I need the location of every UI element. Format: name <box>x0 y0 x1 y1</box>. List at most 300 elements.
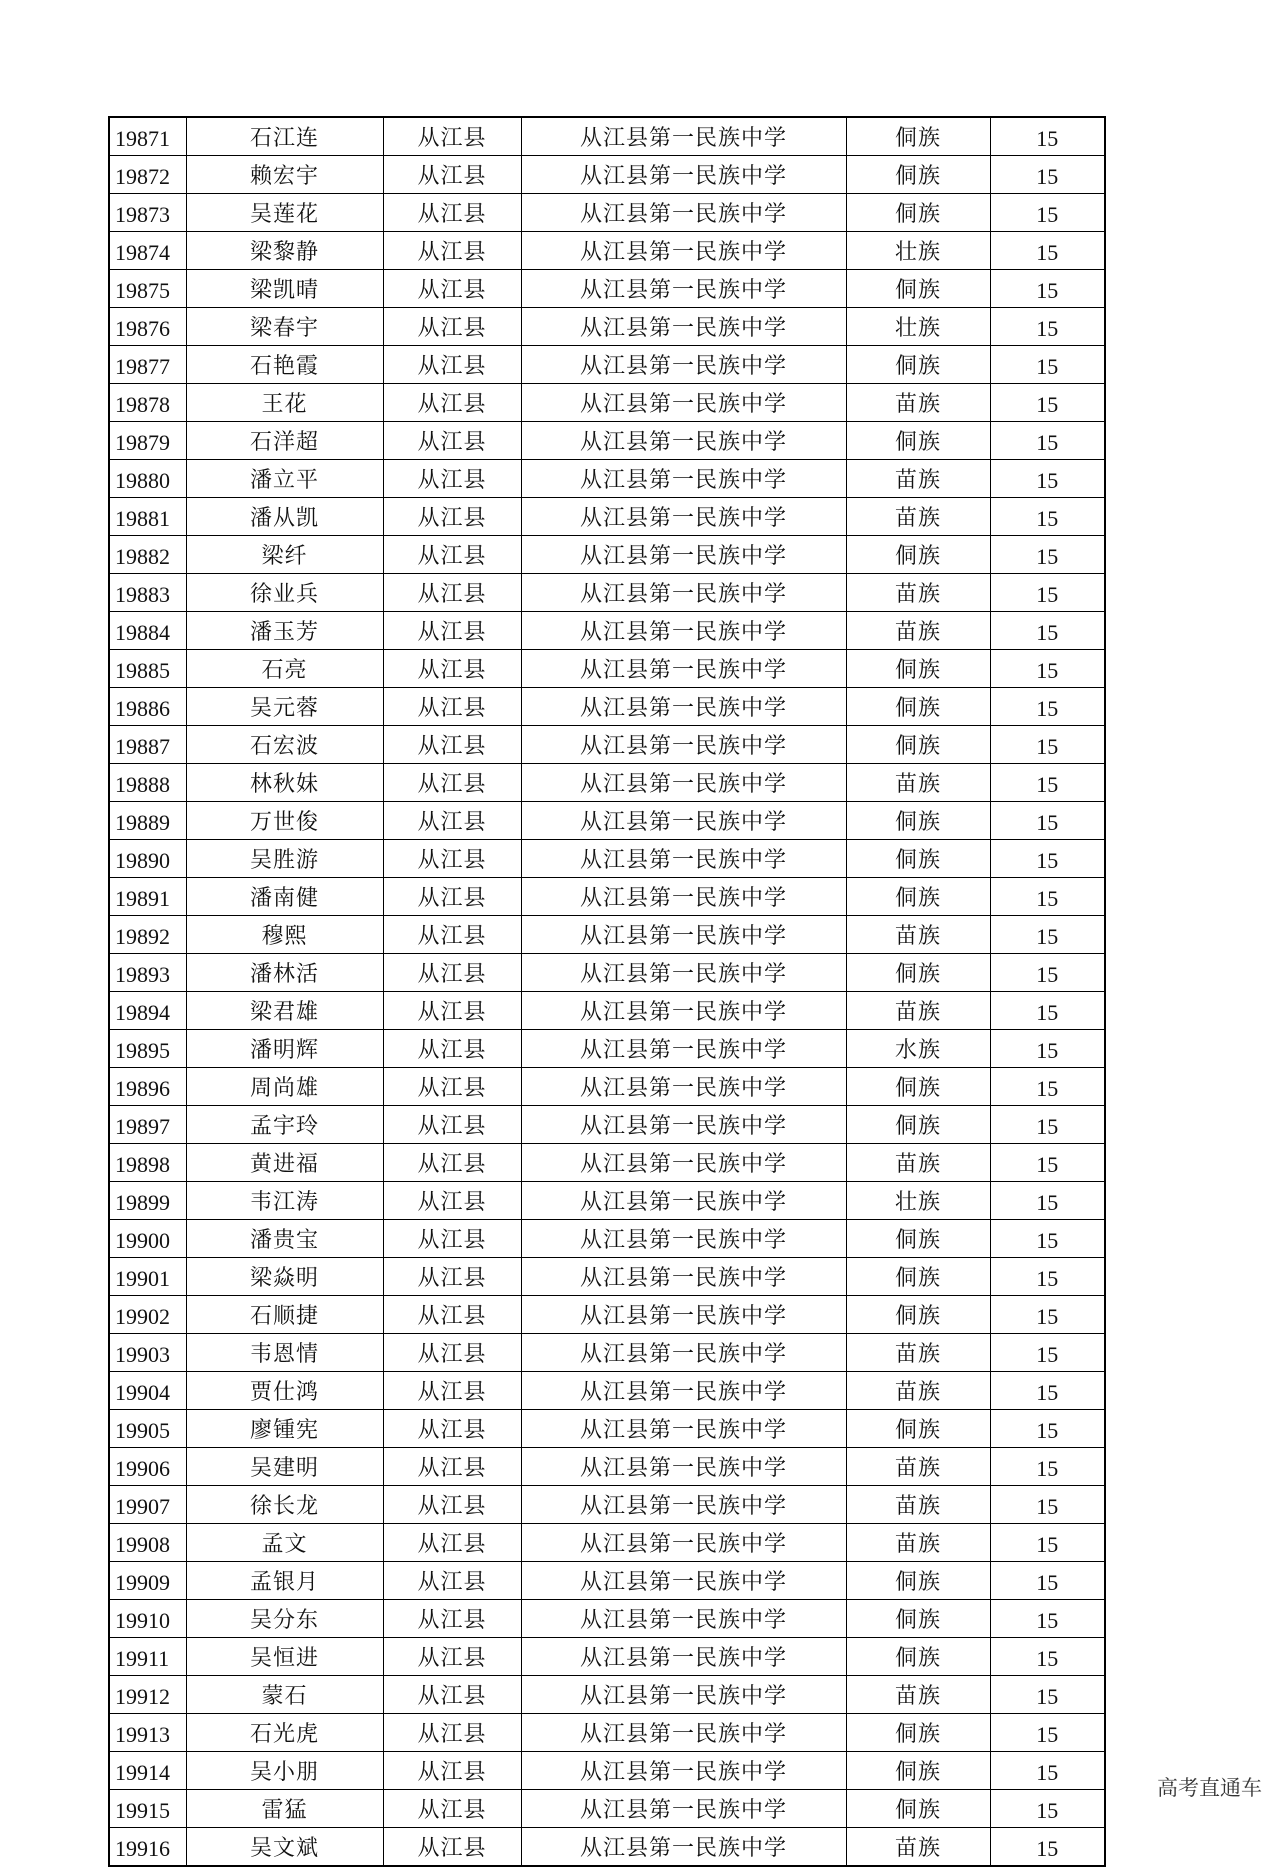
cell-id: 19900 <box>109 1220 186 1258</box>
cell-name: 吴小朋 <box>186 1752 383 1790</box>
cell-id: 19904 <box>109 1372 186 1410</box>
table-row <box>109 1068 1105 1106</box>
cell-value: 15 <box>990 1790 1105 1828</box>
table-row <box>109 878 1105 916</box>
table-row <box>109 916 1105 954</box>
cell-school: 从江县第一民族中学 <box>521 1524 846 1562</box>
table-row <box>109 1562 1105 1600</box>
cell-id: 19877 <box>109 346 186 384</box>
cell-name: 潘林活 <box>186 954 383 992</box>
cell-ethnicity: 侗族 <box>846 1752 990 1790</box>
cell-county: 从江县 <box>383 688 521 726</box>
cell-value: 15 <box>990 1410 1105 1448</box>
cell-name: 孟文 <box>186 1524 383 1562</box>
cell-ethnicity: 壮族 <box>846 232 990 270</box>
cell-ethnicity: 水族 <box>846 1030 990 1068</box>
cell-value: 15 <box>990 270 1105 308</box>
cell-value: 15 <box>990 1220 1105 1258</box>
cell-name: 徐长龙 <box>186 1486 383 1524</box>
cell-name: 梁焱明 <box>186 1258 383 1296</box>
cell-school: 从江县第一民族中学 <box>521 308 846 346</box>
cell-name: 贾仕鸿 <box>186 1372 383 1410</box>
cell-school: 从江县第一民族中学 <box>521 460 846 498</box>
cell-ethnicity: 侗族 <box>846 1410 990 1448</box>
table-row <box>109 1182 1105 1220</box>
cell-county: 从江县 <box>383 916 521 954</box>
cell-ethnicity: 侗族 <box>846 1600 990 1638</box>
cell-ethnicity: 苗族 <box>846 992 990 1030</box>
cell-ethnicity: 苗族 <box>846 460 990 498</box>
cell-value: 15 <box>990 688 1105 726</box>
cell-school: 从江县第一民族中学 <box>521 1448 846 1486</box>
cell-ethnicity: 侗族 <box>846 878 990 916</box>
cell-value: 15 <box>990 1334 1105 1372</box>
cell-value: 15 <box>990 1144 1105 1182</box>
cell-name: 吴元蓉 <box>186 688 383 726</box>
cell-name: 石光虎 <box>186 1714 383 1752</box>
cell-ethnicity: 侗族 <box>846 536 990 574</box>
cell-county: 从江县 <box>383 802 521 840</box>
cell-county: 从江县 <box>383 422 521 460</box>
cell-school: 从江县第一民族中学 <box>521 802 846 840</box>
table-row <box>109 764 1105 802</box>
cell-id: 19903 <box>109 1334 186 1372</box>
cell-ethnicity: 苗族 <box>846 1676 990 1714</box>
cell-name: 石顺捷 <box>186 1296 383 1334</box>
table-row <box>109 840 1105 878</box>
cell-name: 韦江涛 <box>186 1182 383 1220</box>
cell-value: 15 <box>990 384 1105 422</box>
cell-value: 15 <box>990 1296 1105 1334</box>
cell-school: 从江县第一民族中学 <box>521 1182 846 1220</box>
table-row <box>109 992 1105 1030</box>
cell-school: 从江县第一民族中学 <box>521 840 846 878</box>
table-row <box>109 688 1105 726</box>
cell-ethnicity: 侗族 <box>846 802 990 840</box>
cell-school: 从江县第一民族中学 <box>521 916 846 954</box>
cell-ethnicity: 苗族 <box>846 498 990 536</box>
cell-county: 从江县 <box>383 1372 521 1410</box>
cell-county: 从江县 <box>383 1068 521 1106</box>
cell-name: 周尚雄 <box>186 1068 383 1106</box>
cell-ethnicity: 苗族 <box>846 764 990 802</box>
cell-name: 赖宏宇 <box>186 156 383 194</box>
cell-school: 从江县第一民族中学 <box>521 156 846 194</box>
table-row <box>109 1296 1105 1334</box>
cell-value: 15 <box>990 1600 1105 1638</box>
cell-school: 从江县第一民族中学 <box>521 1486 846 1524</box>
cell-name: 吴莲花 <box>186 194 383 232</box>
cell-school: 从江县第一民族中学 <box>521 1714 846 1752</box>
cell-value: 15 <box>990 194 1105 232</box>
table-row <box>109 498 1105 536</box>
cell-value: 15 <box>990 1258 1105 1296</box>
cell-id: 19906 <box>109 1448 186 1486</box>
cell-school: 从江县第一民族中学 <box>521 574 846 612</box>
table-body <box>109 117 1105 1866</box>
cell-value: 15 <box>990 346 1105 384</box>
cell-school: 从江县第一民族中学 <box>521 726 846 764</box>
cell-ethnicity: 苗族 <box>846 1524 990 1562</box>
table-row <box>109 574 1105 612</box>
cell-county: 从江县 <box>383 536 521 574</box>
cell-id: 19909 <box>109 1562 186 1600</box>
cell-name: 石艳霞 <box>186 346 383 384</box>
cell-school: 从江县第一民族中学 <box>521 1068 846 1106</box>
cell-school: 从江县第一民族中学 <box>521 1144 846 1182</box>
cell-name: 廖锺宪 <box>186 1410 383 1448</box>
cell-name: 雷猛 <box>186 1790 383 1828</box>
table-row <box>109 1676 1105 1714</box>
cell-county: 从江县 <box>383 1448 521 1486</box>
cell-name: 吴胜游 <box>186 840 383 878</box>
cell-id: 19883 <box>109 574 186 612</box>
cell-school: 从江县第一民族中学 <box>521 688 846 726</box>
table-row <box>109 1790 1105 1828</box>
cell-ethnicity: 侗族 <box>846 1068 990 1106</box>
cell-ethnicity: 侗族 <box>846 688 990 726</box>
table-row <box>109 1752 1105 1790</box>
cell-county: 从江县 <box>383 1600 521 1638</box>
cell-id: 19888 <box>109 764 186 802</box>
cell-name: 潘南健 <box>186 878 383 916</box>
cell-school: 从江县第一民族中学 <box>521 270 846 308</box>
cell-id: 19897 <box>109 1106 186 1144</box>
cell-school: 从江县第一民族中学 <box>521 1676 846 1714</box>
cell-ethnicity: 苗族 <box>846 384 990 422</box>
cell-id: 19880 <box>109 460 186 498</box>
cell-name: 梁纤 <box>186 536 383 574</box>
cell-ethnicity: 苗族 <box>846 612 990 650</box>
cell-ethnicity: 苗族 <box>846 1448 990 1486</box>
cell-id: 19885 <box>109 650 186 688</box>
cell-county: 从江县 <box>383 117 521 156</box>
cell-ethnicity: 侗族 <box>846 194 990 232</box>
cell-ethnicity: 侗族 <box>846 650 990 688</box>
cell-value: 15 <box>990 954 1105 992</box>
cell-id: 19902 <box>109 1296 186 1334</box>
cell-ethnicity: 苗族 <box>846 1334 990 1372</box>
cell-id: 19910 <box>109 1600 186 1638</box>
cell-name: 潘明辉 <box>186 1030 383 1068</box>
cell-school: 从江县第一民族中学 <box>521 1030 846 1068</box>
table-row <box>109 270 1105 308</box>
cell-id: 19908 <box>109 1524 186 1562</box>
cell-name: 潘贵宝 <box>186 1220 383 1258</box>
cell-value: 15 <box>990 1068 1105 1106</box>
cell-id: 19916 <box>109 1828 186 1867</box>
cell-name: 梁春宇 <box>186 308 383 346</box>
cell-ethnicity: 侗族 <box>846 270 990 308</box>
cell-value: 15 <box>990 878 1105 916</box>
cell-name: 潘从凯 <box>186 498 383 536</box>
cell-county: 从江县 <box>383 1030 521 1068</box>
cell-county: 从江县 <box>383 308 521 346</box>
cell-id: 19915 <box>109 1790 186 1828</box>
cell-county: 从江县 <box>383 1220 521 1258</box>
cell-school: 从江县第一民族中学 <box>521 117 846 156</box>
cell-value: 15 <box>990 1372 1105 1410</box>
cell-name: 吴建明 <box>186 1448 383 1486</box>
cell-school: 从江县第一民族中学 <box>521 1562 846 1600</box>
table-row <box>109 1030 1105 1068</box>
cell-county: 从江县 <box>383 1638 521 1676</box>
cell-county: 从江县 <box>383 156 521 194</box>
cell-value: 15 <box>990 764 1105 802</box>
cell-ethnicity: 侗族 <box>846 1714 990 1752</box>
cell-name: 石洋超 <box>186 422 383 460</box>
cell-value: 15 <box>990 460 1105 498</box>
cell-name: 吴分东 <box>186 1600 383 1638</box>
cell-id: 19891 <box>109 878 186 916</box>
cell-ethnicity: 侗族 <box>846 1562 990 1600</box>
cell-school: 从江县第一民族中学 <box>521 1334 846 1372</box>
table-row <box>109 1600 1105 1638</box>
cell-school: 从江县第一民族中学 <box>521 992 846 1030</box>
cell-name: 石宏波 <box>186 726 383 764</box>
cell-value: 15 <box>990 726 1105 764</box>
cell-county: 从江县 <box>383 612 521 650</box>
cell-ethnicity: 侗族 <box>846 1296 990 1334</box>
cell-county: 从江县 <box>383 1144 521 1182</box>
cell-id: 19893 <box>109 954 186 992</box>
cell-county: 从江县 <box>383 840 521 878</box>
cell-value: 15 <box>990 422 1105 460</box>
cell-id: 19892 <box>109 916 186 954</box>
cell-value: 15 <box>990 156 1105 194</box>
cell-id: 19887 <box>109 726 186 764</box>
cell-id: 19899 <box>109 1182 186 1220</box>
cell-id: 19890 <box>109 840 186 878</box>
cell-name: 孟银月 <box>186 1562 383 1600</box>
cell-id: 19884 <box>109 612 186 650</box>
cell-school: 从江县第一民族中学 <box>521 1638 846 1676</box>
cell-name: 石亮 <box>186 650 383 688</box>
cell-county: 从江县 <box>383 1410 521 1448</box>
table-row <box>109 612 1105 650</box>
table-row <box>109 422 1105 460</box>
cell-county: 从江县 <box>383 574 521 612</box>
cell-county: 从江县 <box>383 1296 521 1334</box>
cell-name: 黄进福 <box>186 1144 383 1182</box>
cell-id: 19886 <box>109 688 186 726</box>
table-row <box>109 1486 1105 1524</box>
cell-county: 从江县 <box>383 1714 521 1752</box>
cell-county: 从江县 <box>383 1182 521 1220</box>
cell-id: 19879 <box>109 422 186 460</box>
cell-value: 15 <box>990 1448 1105 1486</box>
table-row <box>109 232 1105 270</box>
cell-value: 15 <box>990 1486 1105 1524</box>
cell-county: 从江县 <box>383 878 521 916</box>
cell-county: 从江县 <box>383 650 521 688</box>
cell-id: 19871 <box>109 117 186 156</box>
cell-school: 从江县第一民族中学 <box>521 650 846 688</box>
cell-id: 19872 <box>109 156 186 194</box>
cell-name: 孟宇玲 <box>186 1106 383 1144</box>
cell-ethnicity: 壮族 <box>846 308 990 346</box>
cell-value: 15 <box>990 802 1105 840</box>
cell-school: 从江县第一民族中学 <box>521 498 846 536</box>
cell-value: 15 <box>990 498 1105 536</box>
cell-school: 从江县第一民族中学 <box>521 1600 846 1638</box>
watermark-text: 高考直通车 <box>1157 1776 1262 1800</box>
cell-county: 从江县 <box>383 232 521 270</box>
cell-county: 从江县 <box>383 270 521 308</box>
cell-id: 19881 <box>109 498 186 536</box>
cell-ethnicity: 侗族 <box>846 726 990 764</box>
table-row <box>109 1638 1105 1676</box>
cell-id: 19912 <box>109 1676 186 1714</box>
table-row <box>109 460 1105 498</box>
cell-school: 从江县第一民族中学 <box>521 1106 846 1144</box>
cell-school: 从江县第一民族中学 <box>521 1410 846 1448</box>
table-row <box>109 954 1105 992</box>
cell-ethnicity: 侗族 <box>846 346 990 384</box>
cell-name: 韦恩情 <box>186 1334 383 1372</box>
cell-county: 从江县 <box>383 384 521 422</box>
cell-ethnicity: 苗族 <box>846 916 990 954</box>
cell-value: 15 <box>990 1752 1105 1790</box>
cell-county: 从江县 <box>383 346 521 384</box>
cell-id: 19901 <box>109 1258 186 1296</box>
cell-county: 从江县 <box>383 1562 521 1600</box>
cell-ethnicity: 侗族 <box>846 1790 990 1828</box>
cell-ethnicity: 苗族 <box>846 1828 990 1867</box>
cell-id: 19913 <box>109 1714 186 1752</box>
cell-id: 19874 <box>109 232 186 270</box>
cell-school: 从江县第一民族中学 <box>521 194 846 232</box>
cell-name: 万世俊 <box>186 802 383 840</box>
cell-school: 从江县第一民族中学 <box>521 1296 846 1334</box>
cell-name: 穆熙 <box>186 916 383 954</box>
cell-id: 19894 <box>109 992 186 1030</box>
cell-county: 从江县 <box>383 498 521 536</box>
cell-ethnicity: 侗族 <box>846 156 990 194</box>
table-row <box>109 1106 1105 1144</box>
cell-school: 从江县第一民族中学 <box>521 612 846 650</box>
cell-value: 15 <box>990 992 1105 1030</box>
cell-county: 从江县 <box>383 1790 521 1828</box>
table-row <box>109 726 1105 764</box>
cell-ethnicity: 侗族 <box>846 1220 990 1258</box>
cell-school: 从江县第一民族中学 <box>521 1790 846 1828</box>
cell-value: 15 <box>990 650 1105 688</box>
cell-value: 15 <box>990 1714 1105 1752</box>
cell-ethnicity: 侗族 <box>846 1258 990 1296</box>
cell-county: 从江县 <box>383 764 521 802</box>
table-row <box>109 1448 1105 1486</box>
cell-school: 从江县第一民族中学 <box>521 1372 846 1410</box>
table-row <box>109 536 1105 574</box>
cell-school: 从江县第一民族中学 <box>521 1828 846 1867</box>
cell-school: 从江县第一民族中学 <box>521 954 846 992</box>
cell-county: 从江县 <box>383 1334 521 1372</box>
cell-name: 潘立平 <box>186 460 383 498</box>
table-row <box>109 346 1105 384</box>
table-row <box>109 1144 1105 1182</box>
cell-school: 从江县第一民族中学 <box>521 878 846 916</box>
cell-name: 徐业兵 <box>186 574 383 612</box>
cell-id: 19876 <box>109 308 186 346</box>
cell-ethnicity: 壮族 <box>846 1182 990 1220</box>
cell-county: 从江县 <box>383 1752 521 1790</box>
cell-name: 吴文斌 <box>186 1828 383 1867</box>
cell-ethnicity: 侗族 <box>846 954 990 992</box>
cell-value: 15 <box>990 612 1105 650</box>
cell-school: 从江县第一民族中学 <box>521 1258 846 1296</box>
cell-id: 19873 <box>109 194 186 232</box>
cell-id: 19911 <box>109 1638 186 1676</box>
cell-id: 19914 <box>109 1752 186 1790</box>
cell-school: 从江县第一民族中学 <box>521 1752 846 1790</box>
cell-value: 15 <box>990 536 1105 574</box>
cell-school: 从江县第一民族中学 <box>521 1220 846 1258</box>
table-row <box>109 1410 1105 1448</box>
cell-name: 吴恒进 <box>186 1638 383 1676</box>
cell-id: 19882 <box>109 536 186 574</box>
table-row <box>109 650 1105 688</box>
cell-value: 15 <box>990 916 1105 954</box>
table-row <box>109 117 1105 156</box>
student-table <box>108 116 1106 1867</box>
cell-name: 王花 <box>186 384 383 422</box>
cell-value: 15 <box>990 1562 1105 1600</box>
cell-ethnicity: 苗族 <box>846 574 990 612</box>
cell-id: 19878 <box>109 384 186 422</box>
table-row <box>109 1828 1105 1867</box>
cell-county: 从江县 <box>383 1676 521 1714</box>
cell-value: 15 <box>990 1182 1105 1220</box>
table-row <box>109 1524 1105 1562</box>
cell-county: 从江县 <box>383 1828 521 1867</box>
table-row <box>109 802 1105 840</box>
cell-value: 15 <box>990 1676 1105 1714</box>
cell-id: 19898 <box>109 1144 186 1182</box>
cell-id: 19889 <box>109 802 186 840</box>
cell-value: 15 <box>990 117 1105 156</box>
cell-county: 从江县 <box>383 194 521 232</box>
cell-id: 19895 <box>109 1030 186 1068</box>
cell-school: 从江县第一民族中学 <box>521 536 846 574</box>
cell-value: 15 <box>990 840 1105 878</box>
cell-county: 从江县 <box>383 1524 521 1562</box>
table-row <box>109 1334 1105 1372</box>
table-row <box>109 384 1105 422</box>
cell-value: 15 <box>990 1106 1105 1144</box>
cell-name: 梁君雄 <box>186 992 383 1030</box>
cell-county: 从江县 <box>383 1486 521 1524</box>
cell-name: 梁凯晴 <box>186 270 383 308</box>
cell-school: 从江县第一民族中学 <box>521 764 846 802</box>
table-row <box>109 194 1105 232</box>
cell-name: 林秋妹 <box>186 764 383 802</box>
cell-value: 15 <box>990 232 1105 270</box>
cell-county: 从江县 <box>383 992 521 1030</box>
cell-value: 15 <box>990 574 1105 612</box>
table-row <box>109 1220 1105 1258</box>
cell-value: 15 <box>990 308 1105 346</box>
cell-ethnicity: 苗族 <box>846 1144 990 1182</box>
cell-county: 从江县 <box>383 954 521 992</box>
cell-ethnicity: 侗族 <box>846 1638 990 1676</box>
cell-ethnicity: 侗族 <box>846 1106 990 1144</box>
cell-county: 从江县 <box>383 1106 521 1144</box>
cell-ethnicity: 苗族 <box>846 1372 990 1410</box>
table-row <box>109 1714 1105 1752</box>
table-row <box>109 1372 1105 1410</box>
cell-value: 15 <box>990 1524 1105 1562</box>
